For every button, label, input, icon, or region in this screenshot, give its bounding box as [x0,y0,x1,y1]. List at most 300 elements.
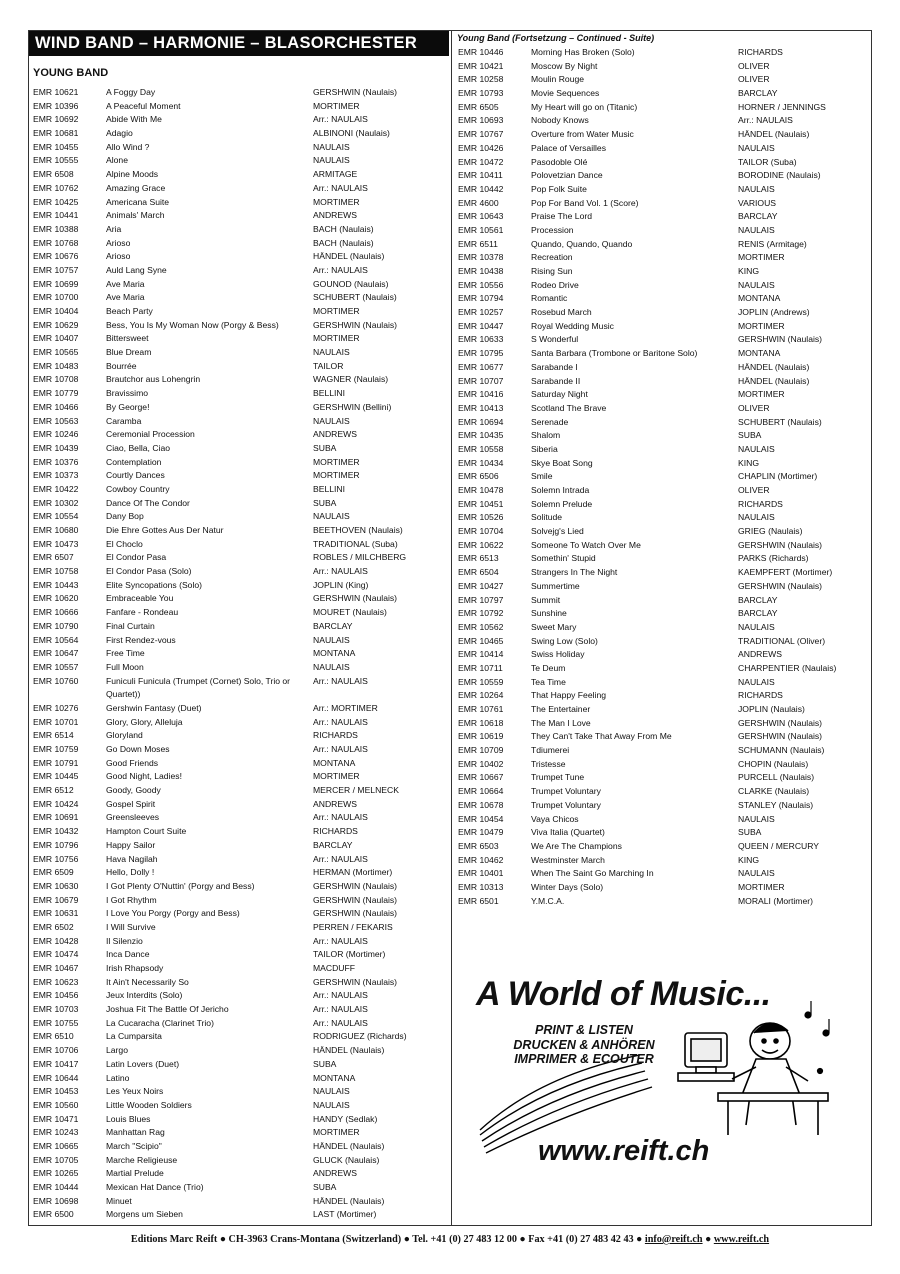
title: Skye Boat Song [531,457,593,468]
catalog-row [458,87,868,101]
catalog-number: EMR 10428 [33,935,79,946]
catalog-number: EMR 6508 [33,169,74,180]
catalog-row [33,935,448,949]
title: La Cucaracha (Clarinet Trio) [106,1017,214,1028]
catalog-number: EMR 10667 [458,772,504,783]
title: I Will Survive [106,921,156,932]
composer: BARCLAY [738,594,778,605]
catalog-banner: WIND BAND – HARMONIE – BLASORCHESTER [29,31,449,56]
title: Palace of Versailles [531,142,606,153]
title: Rosebud March [531,307,592,318]
composer: TRADITIONAL (Suba) [313,538,398,549]
composer: PERREN / FEKARIS [313,921,393,932]
composer: WAGNER (Naulais) [313,374,389,385]
catalog-number: EMR 10680 [33,525,79,535]
title: Solvejg's Lied [531,526,584,537]
catalog-number: EMR 10414 [458,649,504,660]
composer: Arr.: NAULAIS [313,853,368,864]
catalog-row [458,279,868,293]
catalog-number: EMR 10422 [33,483,79,494]
catalog-row [33,1126,448,1140]
title: By George! [106,401,150,412]
title: El Condor Pasa [106,552,167,563]
title: Irish Rhapsody [106,963,164,974]
title: Santa Barbara (Trombone or Baritone Solo) [531,348,698,359]
composer: NAULAIS [313,141,350,152]
computer-icon [678,1033,734,1081]
catalog-number: EMR 10556 [458,279,504,290]
catalog-row [458,607,868,621]
catalog-row [458,689,868,703]
composer: SUBA [738,827,762,838]
title: Blue Dream [106,347,152,358]
title: Swing Low (Solo) [531,635,598,646]
catalog-number: EMR 10562 [458,621,504,632]
catalog-row [458,799,868,813]
composer: MORTIMER [313,1127,360,1138]
composer: NAULAIS [738,224,775,235]
catalog-row [458,333,868,347]
title: Praise The Lord [531,211,592,222]
composer: MORTIMER [738,881,785,892]
catalog-row [33,469,448,483]
catalog-row [33,1140,448,1154]
title: I Got Plenty O'Nuttin' (Porgy and Bess) [106,880,255,891]
composer: GERSHWIN (Naulais) [313,908,398,919]
catalog-number: EMR 10276 [33,702,79,713]
catalog-number: EMR 10618 [458,717,504,728]
catalog-number: EMR 10762 [33,182,79,193]
title: Caramba [106,415,142,426]
catalog-number: EMR 6504 [458,567,499,578]
composer: NAULAIS [313,415,350,426]
composer: GRIEG (Naulais) [738,526,803,537]
catalog-row [33,291,448,305]
title: Free Time [106,648,145,659]
catalog-number: EMR 10557 [33,661,79,672]
catalog-number: EMR 10707 [458,375,504,386]
composer: TRADITIONAL (Oliver) [738,635,826,646]
composer: HORNER / JENNINGS [738,101,826,112]
catalog-row [458,785,868,799]
composer: ARMITAGE [313,169,358,180]
catalog-row [33,415,448,429]
composer: Arr.: NAULAIS [313,566,368,577]
catalog-row [33,579,448,593]
title: Winter Days (Solo) [531,881,604,892]
footer [0,1234,900,1245]
catalog-number: EMR 10265 [33,1168,79,1179]
composer: GERSHWIN (Naulais) [738,539,823,550]
catalog-row [458,101,868,115]
catalog-number: EMR 10705 [33,1154,79,1165]
title: Contemplation [106,456,162,467]
catalog-row [458,197,868,211]
composer: BACH (Naulais) [313,237,374,248]
catalog-number: EMR 10679 [33,894,79,905]
composer: MORTIMER [313,470,360,481]
catalog-number: EMR 10455 [33,141,79,152]
composer: GERSHWIN (Naulais) [313,894,398,905]
catalog-row [458,758,868,772]
title: Hello, Dolly ! [106,867,155,878]
title: Summertime [531,580,580,591]
catalog-row [33,483,448,497]
title: Siberia [531,443,558,454]
catalog-row [33,729,448,743]
catalog-number: EMR 10426 [458,142,504,153]
composer: TAILOR (Mortimer) [313,949,386,960]
title: Dance Of The Condor [106,497,190,508]
catalog-row [458,525,868,539]
catalog-number: EMR 10791 [33,757,79,768]
title: Latin Lovers (Duet) [106,1058,180,1069]
ad-title: A World of Music... [476,975,771,1013]
catalog-row [33,497,448,511]
composer: GERSHWIN (Naulais) [313,87,398,97]
title: Embraceable You [106,593,174,604]
catalog-number: EMR 10756 [33,853,79,864]
catalog-number: EMR 10411 [458,170,503,181]
catalog-row [458,703,868,717]
catalog-row [33,702,448,716]
catalog-number: EMR 10473 [33,538,79,549]
title: Americana Suite [106,196,170,207]
title: Quando, Quando, Quando [531,238,633,249]
composer: GERSHWIN (Naulais) [313,593,398,604]
composer: GOUNOD (Naulais) [313,278,389,289]
catalog-number: EMR 10432 [33,826,79,837]
catalog-row [458,594,868,608]
composer: RICHARDS [738,498,783,509]
title: Smile [531,471,553,482]
catalog-number: EMR 10479 [458,827,504,838]
title: Scotland The Brave [531,402,607,413]
title: Amazing Grace [106,182,166,193]
catalog-number: EMR 10706 [33,1045,79,1056]
section-heading: YOUNG BAND [33,67,109,79]
title: Auld Lang Syne [106,264,167,275]
composer: JOPLIN (Andrews) [738,307,810,318]
catalog-number: EMR 10691 [33,812,79,823]
catalog-number: EMR 6514 [33,730,74,741]
composer: Arr.: NAULAIS [313,990,368,1001]
catalog-number: EMR 10416 [458,389,504,400]
catalog-number: EMR 10555 [33,155,79,166]
composer: MORTIMER [313,771,360,782]
catalog-number: EMR 10407 [33,333,79,344]
title: Recreation [531,252,573,263]
advertisement [470,975,862,1175]
catalog-number: EMR 10565 [33,347,79,358]
catalog-row [458,320,868,334]
catalog-row [33,620,448,634]
catalog-number: EMR 6511 [458,238,498,249]
catalog-row [33,853,448,867]
catalog-row [33,237,448,251]
catalog-number: EMR 10388 [33,223,79,234]
catalog-number: EMR 6510 [33,1031,74,1042]
title: Hampton Court Suite [106,826,187,837]
composer: STANLEY (Naulais) [738,799,814,810]
catalog-number: EMR 10676 [33,251,79,262]
catalog-number: EMR 10264 [458,690,504,701]
catalog-row [458,854,868,868]
catalog-row [33,113,448,127]
catalog-number: EMR 10620 [33,593,79,604]
title: Pop Folk Suite [531,183,587,194]
title: Go Down Moses [106,744,170,755]
column-divider [451,30,452,1226]
catalog-number: EMR 10564 [33,634,79,645]
catalog-row [33,141,448,155]
title: Polovetzian Dance [531,170,603,181]
composer: SCHUBERT (Naulais) [313,292,397,303]
title: Ave Maria [106,292,145,303]
catalog-number: EMR 6513 [458,553,499,564]
left-catalog-list [33,86,448,1222]
title: Les Yeux Noirs [106,1086,164,1097]
catalog-number: EMR 6512 [33,785,74,796]
catalog-number: EMR 10478 [458,485,504,495]
catalog-number: EMR 10619 [458,731,504,742]
catalog-number: EMR 10559 [458,676,504,687]
title: Bittersweet [106,333,149,344]
title: Adagio [106,128,133,139]
catalog-row [33,634,448,648]
catalog-number: EMR 10796 [33,839,79,850]
composer: BARCLAY [313,839,353,850]
catalog-number: EMR 10421 [458,60,504,71]
title: Royal Wedding Music [531,320,614,331]
catalog-number: EMR 10465 [458,635,504,646]
title: The Man I Love [531,717,591,728]
catalog-number: EMR 10709 [458,745,504,756]
title: Somethin' Stupid [531,553,596,564]
continued-heading: Young Band (Fortsetzung – Continued - Suite) [457,33,655,43]
catalog-number: EMR 10439 [33,442,79,453]
catalog-number: EMR 10644 [33,1072,79,1083]
title: Morning Has Broken (Solo) [531,47,635,57]
catalog-row [33,743,448,757]
catalog-number: EMR 10373 [33,470,79,481]
catalog-number: EMR 10378 [458,252,504,263]
catalog-number: EMR 10623 [33,976,79,987]
composer: NAULAIS [313,511,350,522]
catalog-number: EMR 10554 [33,511,79,522]
title: Moscow By Night [531,60,598,71]
catalog-number: EMR 10435 [458,430,504,441]
composer: RICHARDS [313,730,358,741]
title: Alpine Moods [106,169,159,180]
catalog-row [33,346,448,360]
title: Trumpet Tune [531,772,585,783]
title: Movie Sequences [531,88,600,99]
composer: MONTANA [313,648,356,659]
catalog-row [458,169,868,183]
catalog-row [458,457,868,471]
catalog-row [33,510,448,524]
footer-web-link[interactable]: www.reift.ch [713,1234,770,1245]
catalog-row [458,552,868,566]
title: Goody, Goody [106,785,161,796]
title: Inca Dance [106,949,150,960]
composer: MONTANA [313,1072,356,1083]
catalog-row [458,539,868,553]
catalog-row [33,223,448,237]
ad-website[interactable]: www.reift.ch [538,1135,710,1167]
catalog-row [33,866,448,880]
catalog-number: EMR 6506 [458,471,499,482]
catalog-number: EMR 10560 [33,1099,79,1110]
title: Full Moon [106,661,144,672]
composer: ANDREWS [313,210,357,221]
catalog-number: EMR 10472 [458,156,504,167]
catalog-number: EMR 10442 [458,183,504,194]
composer: BARCLAY [738,88,778,99]
catalog-row [33,784,448,798]
composer: ANDREWS [313,1168,357,1179]
composer: OLIVER [738,60,770,71]
title: Cowboy Country [106,483,170,494]
catalog-number: EMR 10630 [33,880,79,891]
composer: PURCELL (Naulais) [738,772,815,783]
title: The Entertainer [531,704,591,714]
composer: MORTIMER [313,306,360,316]
catalog-row [33,606,448,620]
title: Die Ehre Gottes Aus Der Natur [106,525,224,535]
composer: NAULAIS [313,661,350,672]
composer: KING [738,854,760,865]
catalog-row [458,443,868,457]
composer: MONTANA [738,293,781,304]
catalog-row [458,511,868,525]
title: Funiculi Funicula (Trumpet (Cornet) Solo, Trio or Quartet)) [106,675,291,700]
catalog-row [33,1181,448,1195]
composer: HÄNDEL (Naulais) [738,129,810,140]
composer: KAEMPFERT (Mortimer) [738,567,833,578]
footer-email-link[interactable]: info@reift.ch [644,1234,703,1245]
catalog-row [458,648,868,662]
composer: QUEEN / MERCURY [738,840,820,851]
title: My Heart will go on (Titanic) [531,101,638,112]
catalog-row [33,716,448,730]
catalog-number: EMR 10451 [458,498,504,509]
title: We Are The Champions [531,840,622,851]
catalog-row [33,154,448,168]
title: Procession [531,224,574,235]
catalog-row [458,826,868,840]
catalog-row [33,209,448,223]
catalog-number: EMR 10302 [33,497,79,508]
ad-line-3: IMPRIMER & ECOUTER [514,1052,654,1066]
title: S Wonderful [531,334,579,345]
catalog-number: EMR 10246 [33,429,79,440]
composer: NAULAIS [313,347,350,358]
composer: MORALI (Mortimer) [738,895,813,906]
composer: Arr.: NAULAIS [313,716,368,727]
catalog-row [33,278,448,292]
composer: HÄNDEL (Naulais) [313,251,385,262]
catalog-number: EMR 10629 [33,319,79,330]
title: Rodeo Drive [531,279,579,290]
catalog-row [33,1085,448,1099]
title: Bravissimo [106,388,149,399]
title: Marche Religieuse [106,1154,178,1165]
catalog-row [33,1072,448,1086]
catalog-row [458,388,868,402]
catalog-row [458,156,868,170]
catalog-number: EMR 10665 [33,1140,79,1151]
catalog-row [33,839,448,853]
composer: BORODINE (Naulais) [738,170,821,181]
catalog-row [33,428,448,442]
catalog-number: EMR 10462 [458,854,504,865]
catalog-number: EMR 10647 [33,648,79,659]
composer: ANDREWS [313,429,357,440]
catalog-row [458,361,868,375]
title: Aria [106,223,122,234]
composer: GERSHWIN (Naulais) [313,880,398,891]
composer: RICHARDS [313,826,358,837]
title: Rising Sun [531,266,573,276]
composer: Arr.: NAULAIS [313,114,368,125]
catalog-row [458,306,868,320]
composer: GERSHWIN (Naulais) [738,731,823,742]
title: Bess, You Is My Woman Now (Porgy & Bess) [106,319,279,330]
catalog-number: EMR 10790 [33,620,79,631]
title: Martial Prelude [106,1168,164,1179]
catalog-number: EMR 10376 [33,456,79,467]
catalog-number: EMR 10761 [458,704,504,714]
catalog-number: EMR 10401 [458,868,504,879]
catalog-row [33,661,448,675]
composer: NAULAIS [738,443,775,454]
catalog-row [458,73,868,87]
title: Overture from Water Music [531,129,634,140]
catalog-number: EMR 10681 [33,128,79,139]
catalog-number: EMR 10446 [458,47,504,57]
title: Good Night, Ladies! [106,771,182,782]
title: Glory, Glory, Alleluja [106,716,183,727]
catalog-row [33,1017,448,1031]
catalog-number: EMR 10711 [458,662,503,673]
composer: HERMAN (Mortimer) [313,867,393,878]
catalog-row [33,1030,448,1044]
title: Strangers In The Night [531,567,618,578]
catalog-row [458,375,868,389]
composer: SCHUBERT (Naulais) [738,416,822,427]
catalog-number: EMR 10677 [458,361,504,372]
catalog-row [458,635,868,649]
catalog-row [33,442,448,456]
title: Romantic [531,293,568,304]
catalog-row [33,1044,448,1058]
catalog-number: EMR 10795 [458,348,504,359]
catalog-row [33,1113,448,1127]
composer: NAULAIS [313,1099,350,1110]
composer: MORTIMER [313,333,360,344]
title: Sarabande I [531,361,578,372]
composer: MORTIMER [313,456,360,467]
catalog-number: EMR 10438 [458,266,504,276]
catalog-row [458,238,868,252]
catalog-number: EMR 6500 [33,1209,74,1220]
catalog-row [33,319,448,333]
catalog-number: EMR 10396 [33,100,79,111]
composer: Arr.: NAULAIS [313,812,368,823]
composer: JOPLIN (Naulais) [738,704,805,714]
